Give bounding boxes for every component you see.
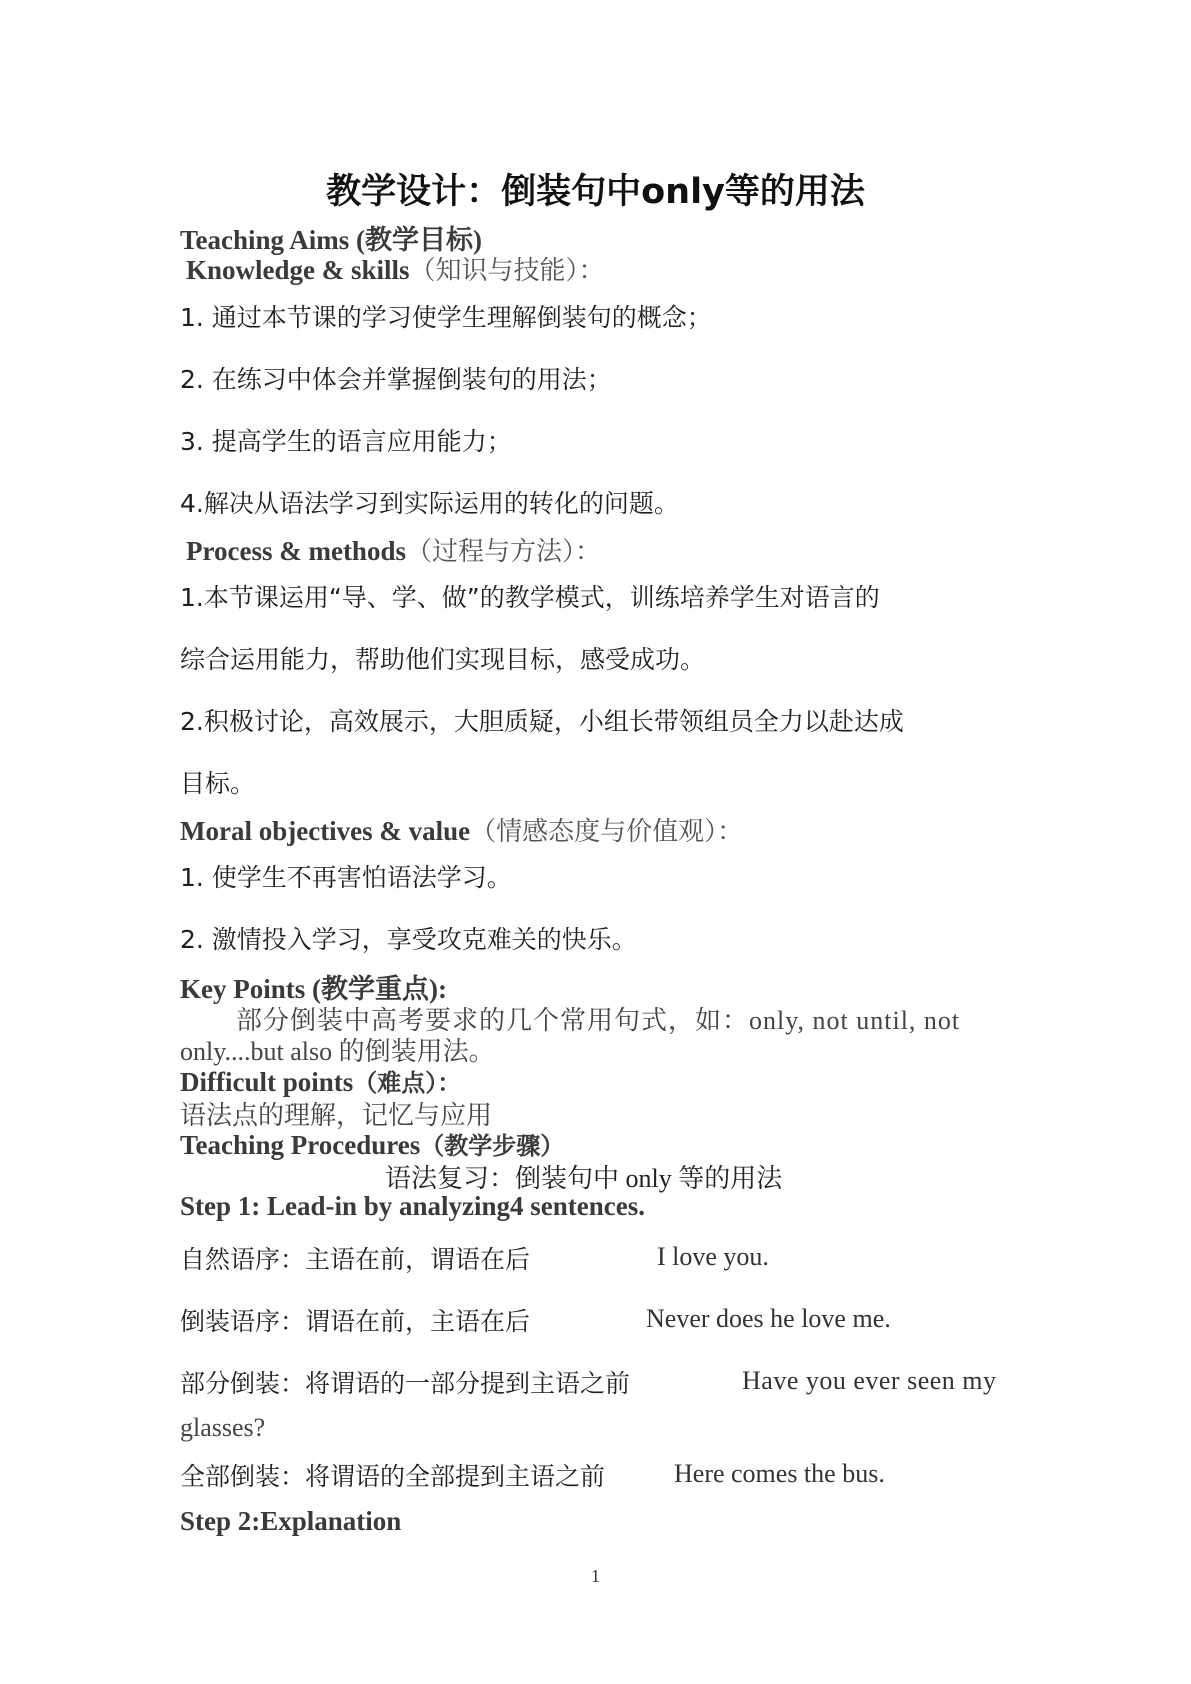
procedures-subtitle: 语法复习：倒装句中 only 等的用法 [385, 1164, 783, 1193]
process-heading-cn: （过程与方法）： [405, 537, 601, 567]
process-heading-en: Process & methods [186, 536, 406, 566]
example-sentence-4: Here comes the bus. [674, 1459, 885, 1488]
knowledge-item-1: 1. 通过本节课的学习使学生理解倒装句的概念； [180, 303, 712, 332]
process-line-4: 目标。 [180, 769, 256, 798]
step-1-heading: Step 1: Lead-in by analyzing4 sentences. [180, 1191, 646, 1221]
procedures-heading [180, 1126, 564, 1161]
moral-item-1: 1. 使学生不再害怕语法学习。 [180, 863, 512, 892]
process-line-2: 综合运用能力，帮助他们实现目标，感受成功。 [180, 645, 706, 674]
procedures-heading-en: Teaching Procedures [180, 1130, 421, 1160]
process-line-3: 2.积极讨论，高效展示，大胆质疑，小组长带领组员全力以赴达成 [180, 707, 904, 736]
example-label-1: 自然语序：主语在前，谓语在后 [180, 1245, 531, 1274]
moral-heading-en: Moral objectives & value [180, 816, 471, 846]
example-label-2: 倒装语序：谓语在前，主语在后 [180, 1307, 531, 1336]
knowledge-item-4: 4.解决从语法学习到实际运用的转化的问题。 [180, 489, 679, 518]
difficult-points-text: 语法点的理解，记忆与应用 [180, 1101, 493, 1130]
moral-heading-cn: （情感态度与价值观）： [470, 817, 744, 847]
example-label-4: 全部倒装：将谓语的全部提到主语之前 [180, 1462, 606, 1491]
key-points-heading: Key Points (教学重点): [180, 974, 447, 1004]
process-heading [186, 531, 601, 568]
example-sentence-3-cont: glasses? [180, 1413, 266, 1442]
example-label-3: 部分倒装：将谓语的一部分提到主语之前 [180, 1369, 631, 1398]
example-sentence-1: I love you. [657, 1242, 769, 1271]
knowledge-heading-cn: （知识与技能）： [409, 256, 605, 286]
teaching-aims-heading: Teaching Aims (教学目标) [180, 225, 483, 255]
knowledge-item-3: 3. 提高学生的语言应用能力； [180, 427, 512, 456]
document-title: 教学设计：倒装句中only等的用法 [326, 172, 865, 212]
procedures-heading-cn: （教学步骤） [420, 1131, 565, 1160]
difficult-points-heading [180, 1063, 461, 1098]
difficult-heading-en: Difficult points [180, 1067, 354, 1097]
moral-item-2: 2. 激情投入学习，享受攻克难关的快乐。 [180, 925, 637, 954]
process-line-1: 1.本节课运用“导、学、做”的教学模式，训练培养学生对语言的 [180, 583, 880, 612]
step-2-heading: Step 2:Explanation [180, 1506, 402, 1536]
knowledge-heading [186, 250, 605, 287]
knowledge-item-2: 2. 在练习中体会并掌握倒装句的用法； [180, 365, 612, 394]
page-number: 1 [591, 1566, 600, 1586]
key-points-line-2: only....but also 的倒装用法。 [180, 1037, 495, 1066]
example-sentence-2: Never does he love me. [646, 1304, 891, 1333]
moral-heading [180, 811, 743, 848]
key-points-line-1: 部分倒装中高考要求的几个常用句式，如：only, not until, not [236, 1006, 961, 1035]
difficult-heading-cn: （难点）： [353, 1068, 462, 1097]
knowledge-heading-en: Knowledge & skills [186, 255, 410, 285]
example-sentence-3: Have you ever seen my [742, 1366, 997, 1395]
